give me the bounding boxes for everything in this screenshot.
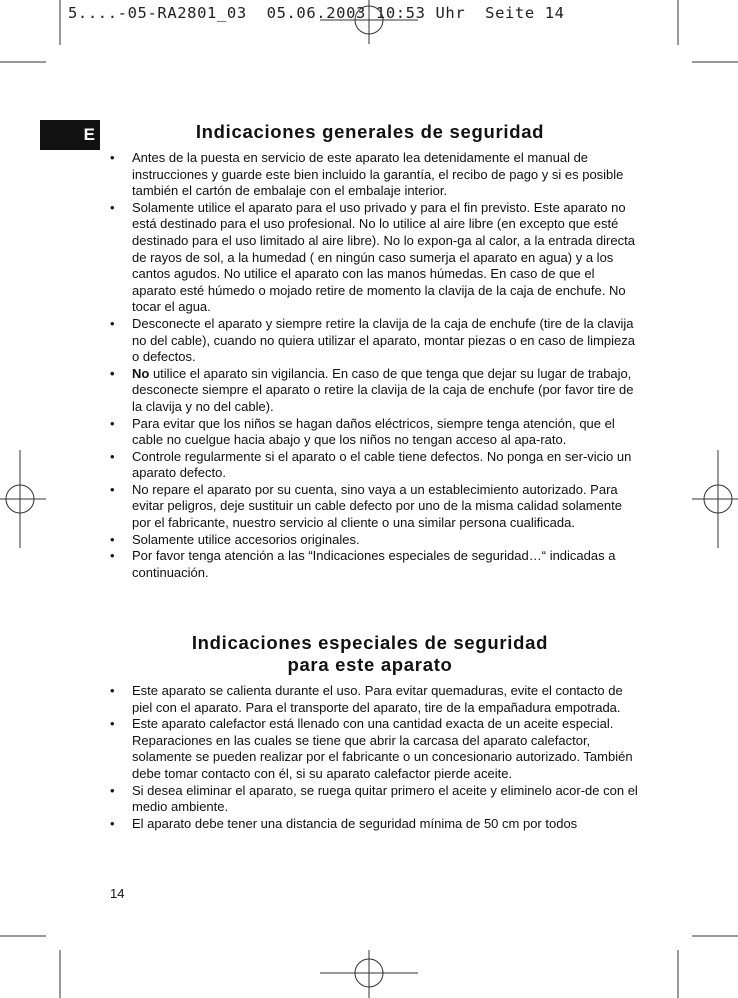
list-item: • Para evitar que los niños se hagan daños eléctricos, siempre tenga atención, que el cable no cuelgue hacia abajo y que los niños no tengan acceso al apa-rato.: [110, 415, 615, 448]
list-item: • Este aparato se calienta durante el uso. Para evitar quemaduras, evite el contacto de piel con el aparato. Para el transporte del aparato, tire de la empañadura empotrada.: [110, 683, 623, 715]
list-item: • No utilice el aparato sin vigilancia. En caso de que tenga que dejar su lugar de trabajo, desconecte siempre el aparato o retire la clavija de la caja de enchufe (por favor tire de la clavija y no del cable).: [110, 365, 634, 414]
bullet: •: [110, 716, 115, 732]
bullet: •: [110, 448, 115, 464]
list-item: • No repare el aparato por su cuenta, sino vaya a un establecimiento autorizado. Para evitar peligros, deje sustituir un cable defecto por uno de la misma calidad solamente por el fabricante, nuestro servicio al cliente o una similar persona cualificada.: [110, 481, 622, 531]
bullet: •: [110, 365, 115, 381]
list-item: • Si desea eliminar el aparato, se ruega quitar primero el aceite y eliminelo acor-de con el medio ambiente.: [110, 782, 638, 815]
list-item: • El aparato debe tener una distancia de seguridad mínima de 50 cm por todos: [110, 815, 578, 831]
language-tab: E: [40, 120, 100, 150]
list-item: • Solamente utilice el aparato para el uso privado y para el fin previsto. Este aparato no está destinado para el uso profesional. No lo utilice al aire libre (en excepto que esté destinado para el uso limitado al aire libre). No lo expon-ga al calor, a la entrada directa de rayos de sol, a la humedad ( en ningún caso sumerja el aparato en agua) y a los cantos agudos. No utilice el aparato con las manos húmedas. En caso de que el aparato esté húmedo o mojado retire de momento la clavija de la caja de enchufe. No tocar el agua.: [110, 199, 635, 315]
printer-slug: 5....-05-RA2801_03 05.06.2003 10:53 Uhr Seite 14: [68, 4, 565, 22]
bullet: •: [110, 150, 115, 165]
list-item: • Este aparato calefactor está llenado con una cantidad exacta de un aceite especial. Reparaciones en las cuales se tiene que abrir la carcasa del aparato calefactor, solamente se pueden realizar por el fabricante o un concesionario autorizado. También debe tomar contacto con él, si su aparato calefactor pierde aceite.: [110, 716, 633, 781]
section-title-general-safety: Indicaciones generales de seguridad: [195, 121, 545, 142]
general-safety-list: [110, 150, 640, 581]
section-title-special-safety: Indicaciones especiales de seguridad para este aparato: [191, 632, 549, 675]
emphasis-no: No: [132, 365, 150, 381]
list-item: • Controle regularmente si el aparato o el cable tiene defectos. No ponga en ser-vicio un aparato defecto.: [110, 448, 632, 481]
list-item: • Desconecte el aparato y siempre retire la clavija de la caja de enchufe (tire de la clavija no del cable), cuando no quiera utilizar el aparato, montar piezas o en caso de limpieza o defectos.: [110, 315, 635, 365]
bullet: •: [110, 683, 115, 698]
page-number: 14: [110, 886, 125, 901]
list-item: • Solamente utilice accesorios originales.: [110, 531, 360, 547]
bullet: •: [110, 315, 115, 331]
special-safety-list: [110, 683, 640, 832]
bullet: •: [110, 548, 115, 564]
bullet: •: [110, 199, 115, 215]
bullet: •: [110, 815, 115, 831]
list-item: • Antes de la puesta en servicio de este aparato lea detenidamente el manual de instrucciones y guarde este bien incluido la garantía, el recibo de pago y si es posible también el cartón de embalaje con el embalaje interior.: [110, 150, 624, 199]
bullet: •: [110, 531, 115, 547]
bullet: •: [110, 782, 115, 798]
bullet: •: [110, 481, 115, 497]
bullet: •: [110, 415, 115, 431]
list-item: • Por favor tenga atención a las “Indicaciones especiales de seguridad…“ indicadas a continuación.: [110, 548, 616, 580]
